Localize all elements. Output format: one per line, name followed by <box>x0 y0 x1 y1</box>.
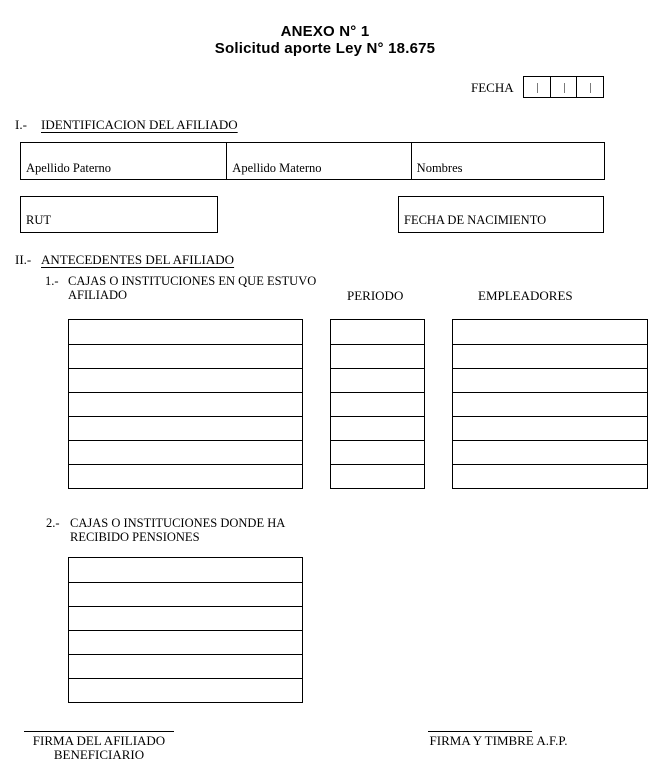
signature-label-afp <box>426 734 571 748</box>
name-table <box>20 142 605 180</box>
cajas-afiliado-table <box>68 319 303 489</box>
nombres-field[interactable] <box>412 143 604 179</box>
pensiones-table <box>68 557 303 703</box>
pensiones-table-row[interactable] <box>69 630 302 654</box>
cajas-table-row[interactable] <box>69 344 302 368</box>
periodo-table-row[interactable] <box>331 368 424 392</box>
fecha-nacimiento-field[interactable] <box>398 196 604 233</box>
item-2-label-line2: RECIBIDO PENSIONES <box>70 530 200 544</box>
section-2-title: ANTECEDENTES DEL AFILIADO <box>41 252 235 267</box>
fecha-cell-month[interactable] <box>550 77 577 97</box>
signature-afiliado-line2: BENEFICIARIO <box>53 747 145 762</box>
apellido-materno-label: Apellido Materno <box>232 161 322 175</box>
cajas-table-row[interactable] <box>69 416 302 440</box>
pensiones-table-row[interactable] <box>69 582 302 606</box>
section-2-heading <box>15 252 234 268</box>
section-1-number: I.- <box>15 117 27 132</box>
fecha-cell-day[interactable] <box>524 77 550 97</box>
pensiones-table-row[interactable] <box>69 558 302 582</box>
apellido-paterno-label: Apellido Paterno <box>26 161 112 175</box>
empleadores-table-row[interactable] <box>453 392 647 416</box>
rut-field[interactable] <box>20 196 218 233</box>
fecha-input-box <box>523 76 604 98</box>
item-1-label-line2: AFILIADO <box>68 288 128 302</box>
periodo-table-row[interactable] <box>331 416 424 440</box>
item-1-label-line1: CAJAS O INSTITUCIONES EN QUE ESTUVO <box>68 274 317 288</box>
periodo-column-header: PERIODO <box>347 288 404 303</box>
pensiones-table-row[interactable] <box>69 678 302 702</box>
empleadores-table-row[interactable] <box>453 416 647 440</box>
item-1-number: 1.- <box>45 274 59 288</box>
signature-line-afp <box>428 731 532 732</box>
nombres-label: Nombres <box>416 161 463 175</box>
section-1-title: IDENTIFICACION DEL AFILIADO <box>41 117 238 132</box>
empleadores-table-row[interactable] <box>453 344 647 368</box>
apellido-materno-field[interactable] <box>227 143 411 179</box>
empleadores-table <box>452 319 648 489</box>
section-1-heading <box>15 117 238 133</box>
cajas-table-row[interactable] <box>69 368 302 392</box>
periodo-table-row[interactable] <box>331 464 424 488</box>
periodo-table <box>330 319 425 489</box>
periodo-table-row[interactable] <box>331 320 424 344</box>
periodo-table-row[interactable] <box>331 440 424 464</box>
pensiones-table-row[interactable] <box>69 606 302 630</box>
item-1-label <box>68 274 316 302</box>
empleadores-table-row[interactable] <box>453 464 647 488</box>
section-2-number: II.- <box>15 252 32 267</box>
cajas-table-row[interactable] <box>69 392 302 416</box>
pensiones-table-row[interactable] <box>69 654 302 678</box>
empleadores-table-row[interactable] <box>453 320 647 344</box>
periodo-table-row[interactable] <box>331 392 424 416</box>
page-subtitle: Solicitud aporte Ley N° 18.675 <box>214 40 436 57</box>
periodo-table-row[interactable] <box>331 344 424 368</box>
empleadores-table-row[interactable] <box>453 368 647 392</box>
signature-label-afiliado <box>14 734 184 762</box>
cajas-table-row[interactable] <box>69 464 302 488</box>
fecha-label: FECHA <box>471 80 514 95</box>
fecha-nacimiento-label: FECHA DE NACIMIENTO <box>404 213 547 227</box>
signature-afiliado-line1: FIRMA DEL AFILIADO <box>32 733 166 748</box>
apellido-paterno-field[interactable] <box>21 143 227 179</box>
item-2-label-line1: CAJAS O INSTITUCIONES DONDE HA <box>70 516 286 530</box>
signature-line-afiliado <box>24 731 174 732</box>
item-2-number: 2.- <box>46 516 60 530</box>
empleadores-table-row[interactable] <box>453 440 647 464</box>
page-title: ANEXO N° 1 <box>280 23 370 40</box>
signature-afp-label: FIRMA Y TIMBRE A.F.P. <box>429 733 568 748</box>
rut-label: RUT <box>26 213 51 227</box>
cajas-table-row[interactable] <box>69 440 302 464</box>
cajas-table-row[interactable] <box>69 320 302 344</box>
item-2-label <box>70 516 285 544</box>
fecha-cell-year[interactable] <box>576 77 603 97</box>
empleadores-column-header: EMPLEADORES <box>478 288 573 303</box>
